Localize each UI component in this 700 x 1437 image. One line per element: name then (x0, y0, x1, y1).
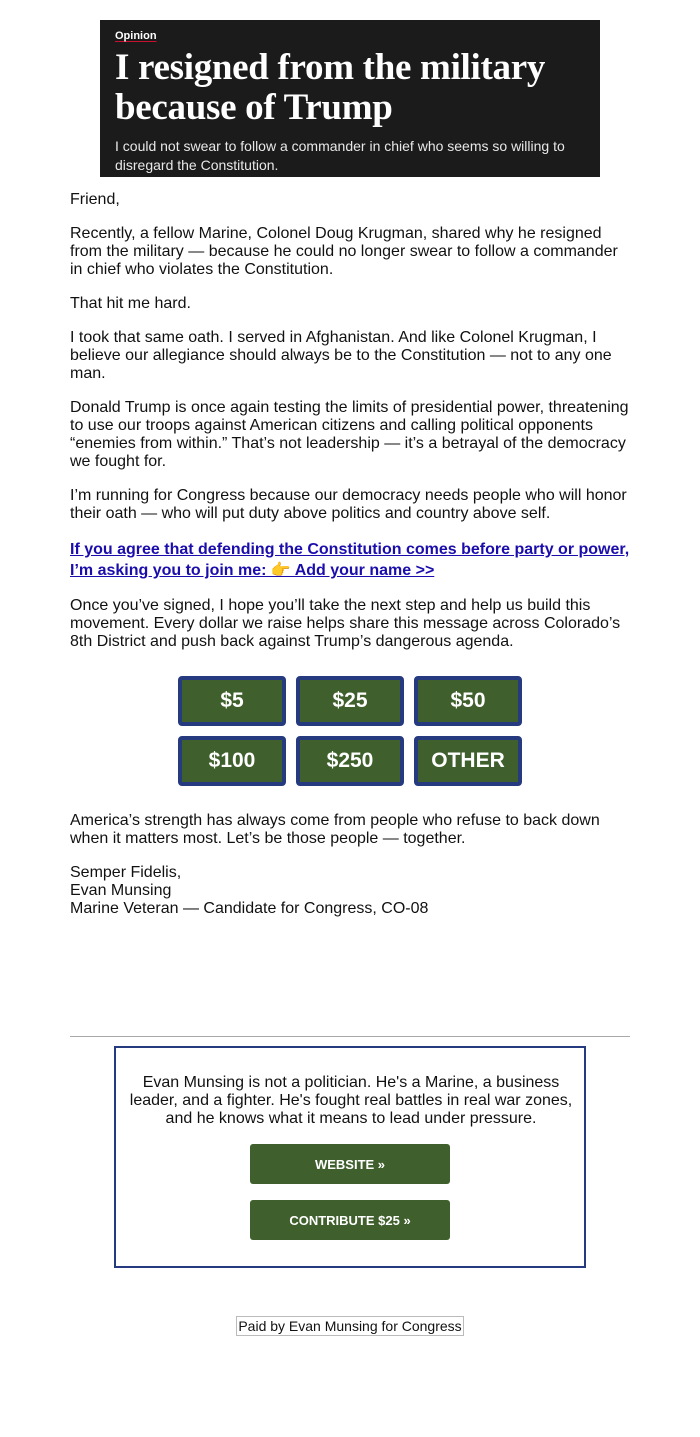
bio-box (114, 1046, 586, 1268)
signoff: Semper Fidelis, (70, 864, 182, 881)
paragraph-hit-hard: That hit me hard. (70, 295, 191, 312)
donate-25-button[interactable]: $25 (296, 676, 404, 726)
signer-role: Marine Veteran — Candidate for Congress, CO-08 (70, 900, 429, 917)
signer-name: Evan Munsing (70, 882, 172, 899)
closing-section (70, 812, 632, 918)
donate-50-button[interactable]: $50 (414, 676, 522, 726)
donate-100-button[interactable]: $100 (178, 736, 286, 786)
paragraph-krugman: Recently, a fellow Marine, Colonel Doug Krugman, shared why he resigned from the military — because he could no longer swear to follow a commander in chief who violates the Constitution. (70, 225, 618, 278)
divider (70, 1036, 630, 1037)
article-subheadline: I could not swear to follow a commander in chief who seems so willing to disregard the Constitution. (115, 138, 565, 173)
article-headline: I resigned from the military because of Trump (115, 47, 546, 128)
paragraph-running: I’m running for Congress because our democracy needs people who will honor their oath — who will put duty above politics and country above self. (70, 487, 627, 522)
donate-250-button[interactable]: $250 (296, 736, 404, 786)
paid-for-disclaimer: Paid by Evan Munsing for Congress (236, 1316, 464, 1336)
add-your-name-link[interactable]: If you agree that defending the Constitution comes before party or power, I’m asking you to join me: 👉 Add your name >> (70, 541, 630, 579)
paragraph-strength: America’s strength has always come from people who refuse to back down when it matters most. Let’s be those people — together. (70, 812, 600, 847)
opinion-tag: Opinion (115, 30, 157, 42)
paragraph-donate: Once you’ve signed, I hope you’ll take the next step and help us build this movement. Every dollar we raise helps share this message across Colorado’s 8th District and push back against Trump’s dangerous agenda. (70, 597, 621, 650)
paragraph-trump: Donald Trump is once again testing the limits of presidential power, threatening to use our troops against American citizens and calling political opponents “enemies from within.” That’s not leadership — it’s a betrayal of the democracy we fought for. (70, 399, 629, 470)
contribute-25-button[interactable]: CONTRIBUTE $25 » (250, 1200, 450, 1240)
donation-grid (178, 676, 524, 786)
article-header-image (100, 20, 600, 177)
website-button[interactable]: WEBSITE » (250, 1144, 450, 1184)
email-body (70, 191, 632, 667)
bio-text: Evan Munsing is not a politician. He's a Marine, a business leader, and a fighter. He's fought real battles in real war zones, and he knows what it means to lead under pressure. (129, 1074, 573, 1127)
greeting: Friend, (70, 191, 120, 208)
donate-5-button[interactable]: $5 (178, 676, 286, 726)
paragraph-oath: I took that same oath. I served in Afghanistan. And like Colonel Krugman, I believe our allegiance should always be to the Constitution — not to any one man. (70, 329, 612, 382)
donate-other-button[interactable]: OTHER (414, 736, 522, 786)
